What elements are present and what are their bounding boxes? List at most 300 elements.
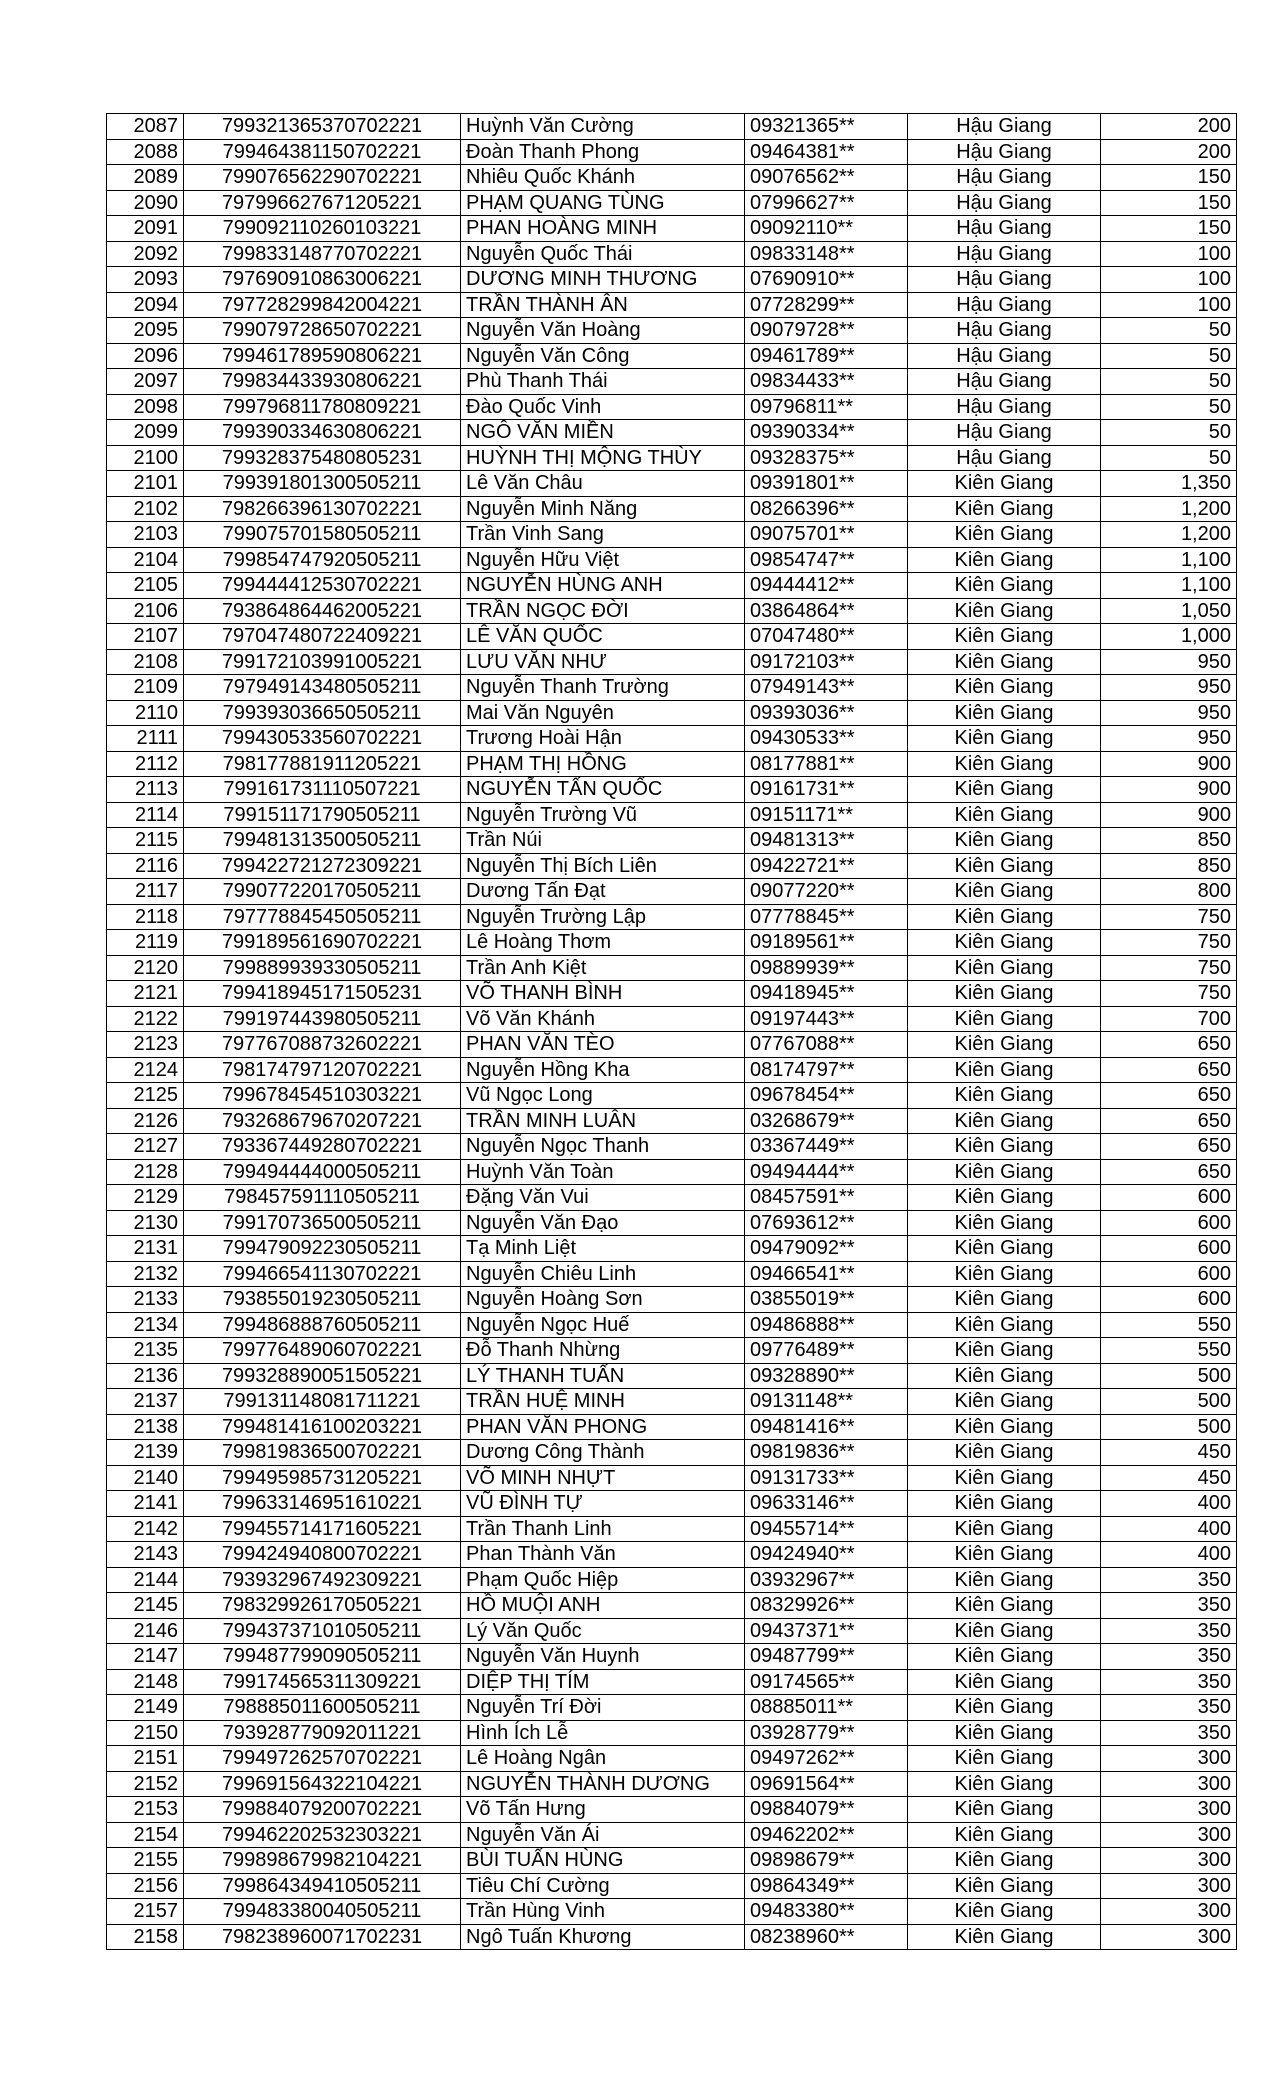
cell-phone: 08177881** [745,751,908,777]
cell-full-name: Nguyễn Thị Bích Liên [461,853,745,879]
cell-amount: 450 [1101,1440,1237,1466]
cell-phone: 08885011** [745,1695,908,1721]
cell-index: 2147 [107,1644,184,1670]
recipient-table [106,113,1237,1950]
cell-phone: 09479092** [745,1236,908,1262]
table-row [107,1669,1237,1695]
cell-province: Kiên Giang [908,955,1101,981]
cell-amount: 350 [1101,1720,1237,1746]
cell-province: Kiên Giang [908,1287,1101,1313]
table-row [107,547,1237,573]
cell-province: Kiên Giang [908,1210,1101,1236]
cell-transaction-code: 798885011600505211 [184,1695,461,1721]
cell-province: Hậu Giang [908,369,1101,395]
cell-full-name: NGÔ VĂN MIỀN [461,420,745,446]
cell-full-name: TRẦN HUỆ MINH [461,1389,745,1415]
cell-index: 2117 [107,879,184,905]
cell-phone: 09464381** [745,139,908,165]
cell-transaction-code: 799172103991005221 [184,649,461,675]
cell-transaction-code: 797728299842004221 [184,292,461,318]
cell-full-name: Huỳnh Văn Cường [461,114,745,140]
table-row [107,649,1237,675]
table-row [107,751,1237,777]
cell-phone: 09172103** [745,649,908,675]
cell-province: Kiên Giang [908,1083,1101,1109]
cell-amount: 750 [1101,981,1237,1007]
table-row [107,1312,1237,1338]
cell-index: 2121 [107,981,184,1007]
cell-province: Kiên Giang [908,1108,1101,1134]
cell-amount: 950 [1101,700,1237,726]
cell-amount: 400 [1101,1491,1237,1517]
cell-index: 2133 [107,1287,184,1313]
cell-phone: 09197443** [745,1006,908,1032]
table-row [107,1593,1237,1619]
cell-transaction-code: 798174797120702221 [184,1057,461,1083]
cell-province: Kiên Giang [908,981,1101,1007]
cell-phone: 07728299** [745,292,908,318]
cell-transaction-code: 799834433930806221 [184,369,461,395]
cell-full-name: Tiêu Chí Cường [461,1873,745,1899]
cell-province: Hậu Giang [908,165,1101,191]
cell-index: 2112 [107,751,184,777]
table-row [107,292,1237,318]
cell-transaction-code: 799486888760505211 [184,1312,461,1338]
cell-phone: 09424940** [745,1542,908,1568]
cell-province: Kiên Giang [908,1899,1101,1925]
cell-transaction-code: 799633146951610221 [184,1491,461,1517]
cell-full-name: PHẠM QUANG TÙNG [461,190,745,216]
cell-full-name: DIỆP THỊ TÍM [461,1669,745,1695]
cell-full-name: Nhiêu Quốc Khánh [461,165,745,191]
cell-amount: 600 [1101,1287,1237,1313]
cell-province: Kiên Giang [908,1644,1101,1670]
cell-amount: 1,000 [1101,624,1237,650]
cell-full-name: Trần Hùng Vinh [461,1899,745,1925]
table-row [107,267,1237,293]
table-row [107,1465,1237,1491]
cell-province: Kiên Giang [908,1516,1101,1542]
cell-full-name: Nguyễn Văn Đạo [461,1210,745,1236]
cell-province: Kiên Giang [908,1312,1101,1338]
cell-province: Kiên Giang [908,904,1101,930]
cell-amount: 100 [1101,241,1237,267]
cell-transaction-code: 799390334630806221 [184,420,461,446]
table-row [107,700,1237,726]
cell-transaction-code: 799796811780809221 [184,394,461,420]
cell-full-name: PHẠM THỊ HỒNG [461,751,745,777]
cell-index: 2088 [107,139,184,165]
cell-full-name: TRẦN NGỌC ĐỜI [461,598,745,624]
cell-index: 2113 [107,777,184,803]
cell-index: 2115 [107,828,184,854]
cell-amount: 350 [1101,1618,1237,1644]
cell-province: Kiên Giang [908,1440,1101,1466]
cell-index: 2131 [107,1236,184,1262]
cell-transaction-code: 799494444000505211 [184,1159,461,1185]
table-row [107,1083,1237,1109]
cell-transaction-code: 799898679982104221 [184,1848,461,1874]
cell-transaction-code: 799174565311309221 [184,1669,461,1695]
cell-amount: 1,350 [1101,471,1237,497]
cell-index: 2127 [107,1134,184,1160]
cell-transaction-code: 799461789590806221 [184,343,461,369]
cell-index: 2095 [107,318,184,344]
cell-province: Kiên Giang [908,1593,1101,1619]
cell-index: 2110 [107,700,184,726]
cell-transaction-code: 799076562290702221 [184,165,461,191]
table-row [107,471,1237,497]
cell-index: 2108 [107,649,184,675]
cell-phone: 09497262** [745,1746,908,1772]
cell-transaction-code: 799462202532303221 [184,1822,461,1848]
cell-phone: 03928779** [745,1720,908,1746]
cell-transaction-code: 793268679670207221 [184,1108,461,1134]
cell-index: 2111 [107,726,184,752]
cell-province: Kiên Giang [908,522,1101,548]
cell-full-name: Ngô Tuấn Khương [461,1924,745,1950]
cell-province: Kiên Giang [908,1032,1101,1058]
table-row [107,624,1237,650]
table-row [107,1516,1237,1542]
table-row [107,445,1237,471]
cell-amount: 600 [1101,1236,1237,1262]
cell-phone: 09633146** [745,1491,908,1517]
cell-province: Kiên Giang [908,1338,1101,1364]
cell-full-name: Nguyễn Hữu Việt [461,547,745,573]
cell-index: 2158 [107,1924,184,1950]
cell-index: 2093 [107,267,184,293]
cell-full-name: VŨ ĐÌNH TỰ [461,1491,745,1517]
cell-phone: 09486888** [745,1312,908,1338]
cell-amount: 750 [1101,955,1237,981]
cell-amount: 300 [1101,1797,1237,1823]
cell-index: 2091 [107,216,184,242]
cell-phone: 09889939** [745,955,908,981]
cell-phone: 03864864** [745,598,908,624]
cell-amount: 50 [1101,420,1237,446]
cell-transaction-code: 799487799090505211 [184,1644,461,1670]
cell-full-name: Nguyễn Chiêu Linh [461,1261,745,1287]
cell-province: Kiên Giang [908,1465,1101,1491]
cell-full-name: Huỳnh Văn Toàn [461,1159,745,1185]
cell-full-name: PHAN VĂN PHONG [461,1414,745,1440]
table-row [107,1720,1237,1746]
cell-transaction-code: 799328375480805231 [184,445,461,471]
table-row [107,1159,1237,1185]
cell-index: 2139 [107,1440,184,1466]
cell-amount: 650 [1101,1032,1237,1058]
cell-phone: 03268679** [745,1108,908,1134]
cell-index: 2098 [107,394,184,420]
cell-phone: 03932967** [745,1567,908,1593]
cell-province: Kiên Giang [908,496,1101,522]
cell-full-name: Vũ Ngọc Long [461,1083,745,1109]
cell-phone: 09075701** [745,522,908,548]
cell-index: 2125 [107,1083,184,1109]
table-row [107,1414,1237,1440]
cell-transaction-code: 793855019230505211 [184,1287,461,1313]
cell-amount: 750 [1101,930,1237,956]
cell-full-name: HUỲNH THỊ MỘNG THÙY [461,445,745,471]
cell-phone: 09161731** [745,777,908,803]
cell-transaction-code: 799819836500702221 [184,1440,461,1466]
cell-full-name: Nguyễn Minh Năng [461,496,745,522]
cell-full-name: Đặng Văn Vui [461,1185,745,1211]
cell-transaction-code: 797996627671205221 [184,190,461,216]
cell-province: Kiên Giang [908,1618,1101,1644]
cell-transaction-code: 797778845450505211 [184,904,461,930]
cell-province: Kiên Giang [908,624,1101,650]
cell-full-name: Trương Hoài Hận [461,726,745,752]
cell-amount: 450 [1101,1465,1237,1491]
cell-province: Kiên Giang [908,853,1101,879]
cell-phone: 09189561** [745,930,908,956]
cell-index: 2149 [107,1695,184,1721]
cell-province: Kiên Giang [908,1822,1101,1848]
table-row [107,904,1237,930]
cell-phone: 09444412** [745,573,908,599]
cell-province: Kiên Giang [908,879,1101,905]
cell-province: Kiên Giang [908,649,1101,675]
table-body [107,114,1237,1950]
cell-transaction-code: 799189561690702221 [184,930,461,956]
cell-province: Kiên Giang [908,930,1101,956]
cell-province: Kiên Giang [908,1363,1101,1389]
cell-transaction-code: 799776489060702221 [184,1338,461,1364]
cell-province: Kiên Giang [908,1669,1101,1695]
cell-phone: 09462202** [745,1822,908,1848]
table-row [107,1873,1237,1899]
cell-index: 2128 [107,1159,184,1185]
cell-transaction-code: 797767088732602221 [184,1032,461,1058]
table-row [107,777,1237,803]
cell-index: 2124 [107,1057,184,1083]
table-row [107,1108,1237,1134]
cell-amount: 1,200 [1101,496,1237,522]
cell-transaction-code: 799495985731205221 [184,1465,461,1491]
cell-phone: 07949143** [745,675,908,701]
cell-phone: 08457591** [745,1185,908,1211]
cell-province: Kiên Giang [908,547,1101,573]
cell-index: 2096 [107,343,184,369]
cell-phone: 09418945** [745,981,908,1007]
cell-amount: 300 [1101,1746,1237,1772]
cell-province: Kiên Giang [908,1236,1101,1262]
cell-full-name: Nguyễn Hoàng Sơn [461,1287,745,1313]
cell-province: Kiên Giang [908,1848,1101,1874]
table-row [107,1924,1237,1950]
cell-transaction-code: 798329926170505221 [184,1593,461,1619]
table-row [107,853,1237,879]
cell-full-name: Lê Hoàng Ngân [461,1746,745,1772]
cell-province: Kiên Giang [908,777,1101,803]
cell-full-name: LƯU VĂN NHƯ [461,649,745,675]
cell-transaction-code: 799833148770702221 [184,241,461,267]
cell-phone: 09487799** [745,1644,908,1670]
table-row [107,1822,1237,1848]
cell-phone: 09430533** [745,726,908,752]
cell-province: Hậu Giang [908,241,1101,267]
cell-transaction-code: 797690910863006221 [184,267,461,293]
table-row [107,496,1237,522]
cell-amount: 300 [1101,1924,1237,1950]
cell-province: Kiên Giang [908,1873,1101,1899]
cell-full-name: Trần Vinh Sang [461,522,745,548]
cell-index: 2105 [107,573,184,599]
cell-province: Kiên Giang [908,1159,1101,1185]
table-row [107,369,1237,395]
table-row [107,216,1237,242]
cell-index: 2134 [107,1312,184,1338]
cell-transaction-code: 799328890051505221 [184,1363,461,1389]
cell-province: Kiên Giang [908,1414,1101,1440]
cell-phone: 09131733** [745,1465,908,1491]
cell-amount: 950 [1101,649,1237,675]
cell-transaction-code: 793367449280702221 [184,1134,461,1160]
table-row [107,318,1237,344]
cell-full-name: Nguyễn Thanh Trường [461,675,745,701]
cell-phone: 07693612** [745,1210,908,1236]
cell-full-name: Dương Công Thành [461,1440,745,1466]
cell-province: Kiên Giang [908,1491,1101,1517]
cell-amount: 300 [1101,1873,1237,1899]
cell-amount: 500 [1101,1389,1237,1415]
cell-province: Kiên Giang [908,726,1101,752]
cell-full-name: Nguyễn Văn Huynh [461,1644,745,1670]
cell-province: Hậu Giang [908,267,1101,293]
cell-full-name: PHAN HOÀNG MINH [461,216,745,242]
cell-amount: 350 [1101,1644,1237,1670]
cell-province: Kiên Giang [908,1057,1101,1083]
cell-full-name: NGUYỄN THÀNH DƯƠNG [461,1771,745,1797]
cell-amount: 350 [1101,1567,1237,1593]
cell-transaction-code: 799161731110507221 [184,777,461,803]
table-row [107,1491,1237,1517]
cell-transaction-code: 799075701580505211 [184,522,461,548]
table-row [107,802,1237,828]
cell-phone: 03367449** [745,1134,908,1160]
cell-transaction-code: 799854747920505211 [184,547,461,573]
cell-index: 2116 [107,853,184,879]
cell-amount: 1,050 [1101,598,1237,624]
cell-full-name: Nguyễn Văn Hoàng [461,318,745,344]
cell-phone: 09328375** [745,445,908,471]
cell-phone: 08266396** [745,496,908,522]
cell-index: 2146 [107,1618,184,1644]
cell-amount: 350 [1101,1669,1237,1695]
cell-index: 2089 [107,165,184,191]
cell-full-name: VÕ MINH NHỰT [461,1465,745,1491]
cell-phone: 09466541** [745,1261,908,1287]
cell-amount: 50 [1101,318,1237,344]
cell-full-name: Mai Văn Nguyên [461,700,745,726]
table-row [107,522,1237,548]
cell-amount: 50 [1101,343,1237,369]
cell-phone: 07996627** [745,190,908,216]
cell-amount: 900 [1101,802,1237,828]
cell-full-name: Lê Văn Châu [461,471,745,497]
cell-province: Kiên Giang [908,1185,1101,1211]
cell-index: 2126 [107,1108,184,1134]
cell-province: Kiên Giang [908,802,1101,828]
table-row [107,190,1237,216]
cell-phone: 09422721** [745,853,908,879]
cell-index: 2102 [107,496,184,522]
cell-province: Kiên Giang [908,471,1101,497]
cell-full-name: Lý Văn Quốc [461,1618,745,1644]
cell-amount: 150 [1101,190,1237,216]
cell-phone: 09390334** [745,420,908,446]
table-row [107,1032,1237,1058]
cell-amount: 50 [1101,445,1237,471]
cell-index: 2142 [107,1516,184,1542]
table-row [107,1899,1237,1925]
table-row [107,1057,1237,1083]
cell-province: Kiên Giang [908,1771,1101,1797]
table-row [107,1287,1237,1313]
cell-amount: 300 [1101,1848,1237,1874]
cell-index: 2097 [107,369,184,395]
cell-amount: 650 [1101,1083,1237,1109]
cell-transaction-code: 799481313500505211 [184,828,461,854]
cell-full-name: Phạm Quốc Hiệp [461,1567,745,1593]
cell-transaction-code: 799170736500505211 [184,1210,461,1236]
cell-index: 2157 [107,1899,184,1925]
cell-phone: 09461789** [745,343,908,369]
cell-index: 2154 [107,1822,184,1848]
cell-index: 2119 [107,930,184,956]
cell-province: Kiên Giang [908,1924,1101,1950]
table-row [107,1848,1237,1874]
cell-index: 2109 [107,675,184,701]
cell-transaction-code: 799092110260103221 [184,216,461,242]
cell-full-name: Dương Tấn Đạt [461,879,745,905]
cell-transaction-code: 793932967492309221 [184,1567,461,1593]
cell-full-name: Phan Thành Văn [461,1542,745,1568]
table-row [107,1210,1237,1236]
cell-index: 2140 [107,1465,184,1491]
cell-phone: 09328890** [745,1363,908,1389]
cell-province: Kiên Giang [908,1797,1101,1823]
cell-province: Hậu Giang [908,420,1101,446]
cell-full-name: Trần Anh Kiệt [461,955,745,981]
cell-full-name: NGUYỄN HÙNG ANH [461,573,745,599]
cell-index: 2107 [107,624,184,650]
table-row [107,1797,1237,1823]
cell-index: 2129 [107,1185,184,1211]
cell-amount: 950 [1101,675,1237,701]
cell-phone: 07778845** [745,904,908,930]
cell-amount: 200 [1101,114,1237,140]
cell-transaction-code: 799391801300505211 [184,471,461,497]
cell-phone: 09131148** [745,1389,908,1415]
cell-amount: 100 [1101,292,1237,318]
cell-index: 2132 [107,1261,184,1287]
table-row [107,1134,1237,1160]
cell-full-name: Trần Núi [461,828,745,854]
cell-transaction-code: 799151171790505211 [184,802,461,828]
cell-amount: 750 [1101,904,1237,930]
cell-index: 2137 [107,1389,184,1415]
cell-index: 2155 [107,1848,184,1874]
cell-amount: 50 [1101,394,1237,420]
cell-phone: 08174797** [745,1057,908,1083]
cell-phone: 09393036** [745,700,908,726]
cell-full-name: Trần Thanh Linh [461,1516,745,1542]
cell-amount: 800 [1101,879,1237,905]
table-row [107,1185,1237,1211]
